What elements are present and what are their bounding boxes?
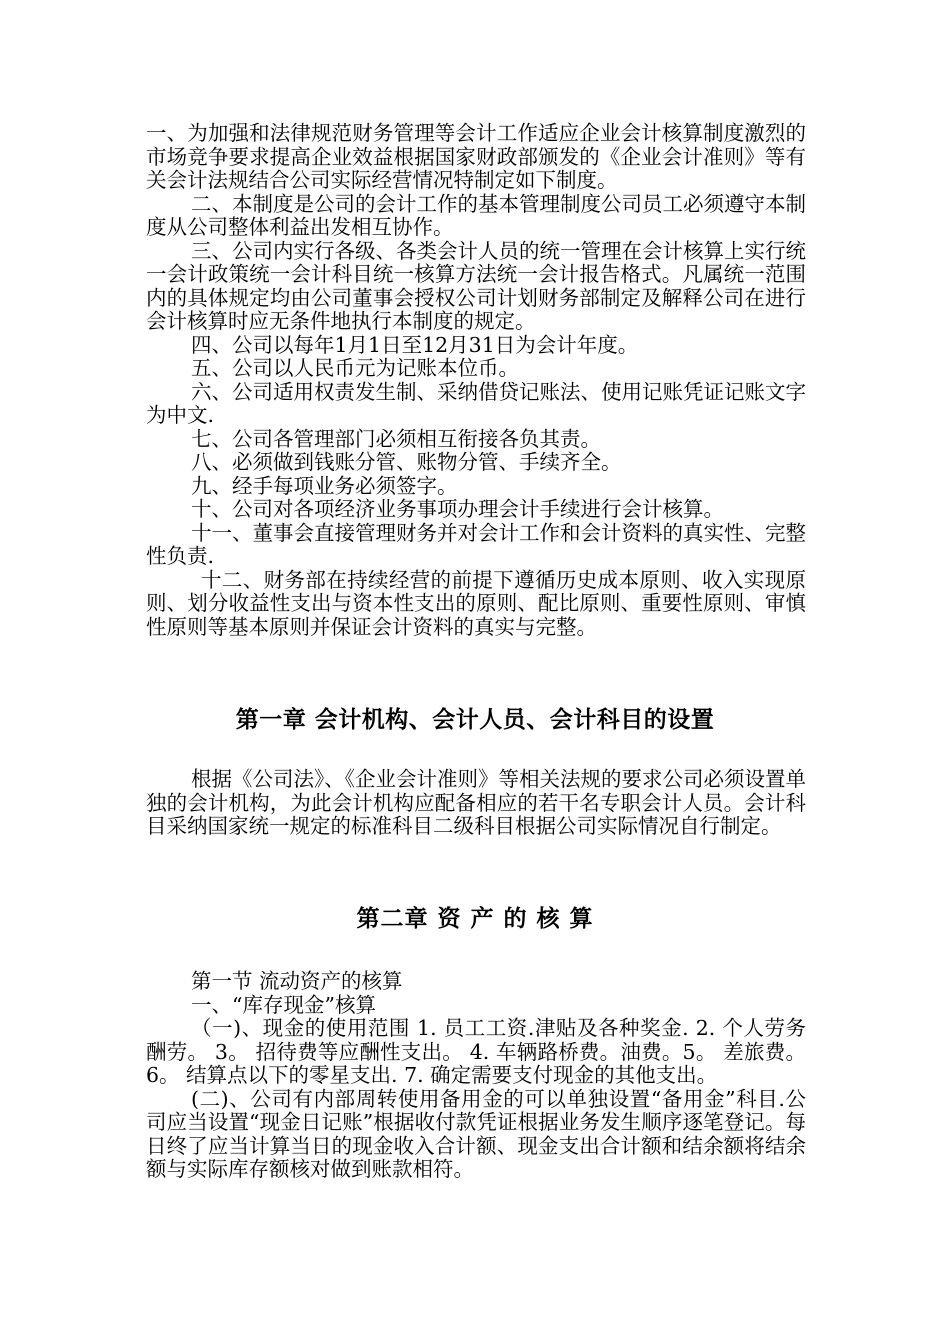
intro-paragraph-4: 四、公司以每年1月1日至12月31日为会计年度。 (191, 332, 639, 357)
intro-paragraph-11: 十一、董事会直接管理财务并对会计工作和会计资料的真实性、完整性负责. (146, 520, 806, 568)
intro-paragraph-5: 五、公司以人民币元为记账本位币。 (191, 356, 519, 380)
intro-paragraph-1: 一、为加强和法律规范财务管理等会计工作适应企业会计核算制度激烈的市场竞争要求提高企业效益根据国家财政部颁发的《企业会计准则》等有关会计法规结合公司实际经营情况特制定如下制度。 (146, 121, 806, 192)
chapter2-title: 第二章 资 产 的 核 算 (356, 905, 594, 932)
intro-paragraph-10: 十、公司对各项经济业务事项办理会计手续进行会计核算。 (191, 497, 724, 521)
cash-usage-paragraph: （一)、现金的使用范围 1. 员工工资.津贴及各种奖金. 2. 个人劳务酬劳。 3。 招待费等应酬性支出。 4. 车辆路桥费。油费。5。 差旅费。 6。 结算点以下的零星支出. 7. 确定需要支付现金的其他支出。 (146, 1016, 806, 1087)
chapter1-title: 第一章 会计机构、会计人员、会计科目的设置 (235, 706, 715, 733)
intro-section (146, 122, 806, 639)
intro-paragraph-9: 九、经手每项业务必须签字。 (191, 473, 458, 498)
petty-cash-paragraph: (二)、公司有内部周转使用备用金的可以单独设置“备用金”科目.公司应当设置“现金日记账”根据收付款凭证根据业务发生顺序逐笔登记。每日终了应当计算当日的现金收入合计额、现金支出合计额和结余额将结余额与实际库存额核对做到账款相符。 (146, 1086, 806, 1181)
item-title: 一、“库存现金”核算 (191, 992, 376, 1017)
intro-paragraph-3: 三、公司内实行各级、各类会计人员的统一管理在会计核算上实行统一会计政策统一会计科目统一核算方法统一会计报告格式。凡属统一范围内的具体规定均由公司董事会授权公司计划财务部制定及解释公司在进行会计核算时应无条件地执行本制度的规定。 (146, 238, 806, 333)
intro-paragraph-2: 二、本制度是公司的会计工作的基本管理制度公司员工必须遵守本制度从公司整体利益出发相互协作。 (146, 191, 806, 239)
chapter1-body: 根据《公司法》、《企业会计准则》等相关法规的要求公司必须设置单独的会计机构，为此会计机构应配备相应的若干名专职会计人员。会计科目采纳国家统一规定的标准科目二级科目根据公司实际情况自行制定。 (146, 767, 806, 838)
chapter2-section (146, 970, 806, 1182)
intro-paragraph-12: 十二、财务部在持续经营的前提下遵循历史成本原则、收入实现原则、划分收益性支出与资本性支出的原则、配比原则、重要性原则、审慎性原则等基本原则并保证会计资料的真实与完整。 (146, 567, 806, 639)
intro-paragraph-7: 七、公司各管理部门必须相互衔接各负其责。 (191, 426, 601, 451)
section-title: 第一节 流动资产的核算 (191, 969, 403, 993)
intro-paragraph-6: 六、公司适用权责发生制、采纳借贷记账法、使用记账凭证记账文字为中文. (146, 379, 806, 427)
chapter1-body-section (146, 768, 806, 839)
intro-paragraph-8: 八、必须做到钱账分管、账物分管、手续齐全。 (191, 450, 622, 474)
